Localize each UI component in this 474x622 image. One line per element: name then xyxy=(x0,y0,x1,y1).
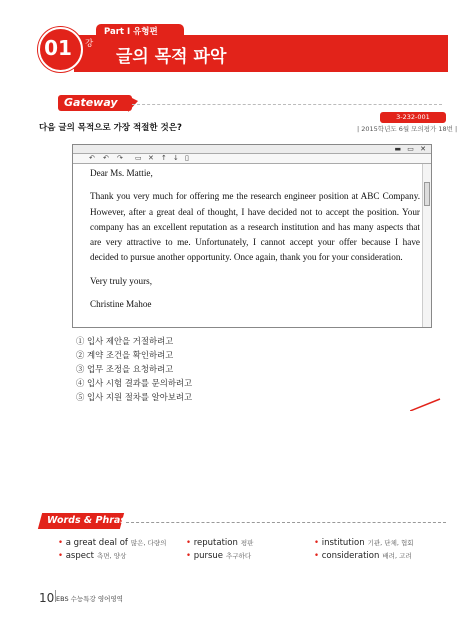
vocab-en: pursue xyxy=(193,551,224,561)
vocab-item: • institution 기관, 단체, 협회 xyxy=(314,538,414,548)
previous-icon[interactable]: ↑ xyxy=(161,154,167,162)
email-signature: Christine Mahoe xyxy=(90,299,152,310)
window-titlebar xyxy=(73,145,431,154)
gateway-label: Gateway xyxy=(64,96,118,109)
lesson-title: 글의 목적 파악 xyxy=(116,47,227,67)
forward-icon[interactable]: ↷ xyxy=(117,154,123,162)
vocab-ko: 기관, 단체, 협회 xyxy=(367,539,414,547)
email-toolbar xyxy=(73,154,431,164)
lesson-header xyxy=(38,24,448,72)
vocab-item: • reputation 평판 xyxy=(186,538,254,548)
vocab-ko: 많은, 다량의 xyxy=(130,539,167,547)
answer-choices xyxy=(76,335,192,405)
print-icon[interactable]: ▭ xyxy=(135,154,142,162)
vocab-en: a great deal of xyxy=(65,538,128,548)
vocab-en: institution xyxy=(321,538,365,548)
address-book-icon[interactable]: ▯ xyxy=(185,154,189,162)
question-source: | 2015학년도 6월 모의평가 18번 | xyxy=(357,125,458,133)
reply-all-icon[interactable]: ↶ xyxy=(103,154,109,162)
vocab-item: • pursue 추구하다 xyxy=(186,551,252,561)
vocab-en: aspect xyxy=(65,551,94,561)
vocab-item: • consideration 배려, 고려 xyxy=(314,551,412,561)
next-icon[interactable]: ↓ xyxy=(173,154,179,162)
vocab-ko: 배려, 고려 xyxy=(382,552,412,560)
choice-4[interactable]: ④ 입사 시험 결과를 문의하려고 xyxy=(76,377,193,388)
words-phrases-label: Words & Phrases xyxy=(47,515,139,526)
vocab-ko: 평판 xyxy=(240,539,254,547)
email-body xyxy=(90,166,420,320)
part-label: Part Ⅰ 유형편 xyxy=(104,27,158,37)
book-title: EBS 수능특강 영어영역 xyxy=(56,595,123,603)
gateway-divider xyxy=(132,104,442,105)
words-divider xyxy=(126,522,446,523)
email-salutation: Dear Ms. Mattie, xyxy=(90,168,153,178)
vocab-en: reputation xyxy=(193,538,238,548)
choice-5[interactable]: ⑤ 입사 지원 절차를 알아보려고 xyxy=(76,391,193,402)
choice-3[interactable]: ③ 업무 조정을 요청하려고 xyxy=(76,363,174,374)
choice-2[interactable]: ② 계약 조건을 확인하려고 xyxy=(76,349,174,360)
vocab-item: • aspect 측면, 양상 xyxy=(58,551,127,561)
scrollbar-thumb[interactable] xyxy=(424,182,430,206)
lesson-number: 01 xyxy=(44,36,72,60)
choice-1[interactable]: ① 입사 제안을 거절하려고 xyxy=(76,336,174,346)
delete-icon[interactable]: ✕ xyxy=(148,154,154,162)
vocab-ko: 측면, 양상 xyxy=(97,552,127,560)
window-controls-icon: ▬ ▭ ✕ xyxy=(394,145,428,153)
scrollbar[interactable] xyxy=(422,164,431,327)
email-paragraph: Thank you very much for offering me the research engineer position at ABC Company. However, after a great deal of thought, I have decided not to accept the position. Your company has an excellent reputation as a research institution and has many aspects that are very attractive to me. Unfortunately, I cannot accept your offer because I have decided to pursue another opportunity. Once again, thank you for your consideration. xyxy=(90,191,420,263)
page-number: 10 xyxy=(39,591,55,605)
question-text: 다음 글의 목적으로 가장 적절한 것은? xyxy=(39,123,182,133)
vocab-item: • a great deal of 많은, 다량의 xyxy=(58,538,167,548)
lesson-unit-label: 강 xyxy=(85,39,94,49)
reply-icon[interactable]: ↶ xyxy=(89,154,95,162)
vocab-en: consideration xyxy=(321,551,380,561)
question-code: 3-232-001 xyxy=(380,112,446,123)
vocab-ko: 추구하다 xyxy=(226,552,252,560)
email-closing: Very truly yours, xyxy=(90,275,153,286)
section-end-mark xyxy=(410,397,444,411)
